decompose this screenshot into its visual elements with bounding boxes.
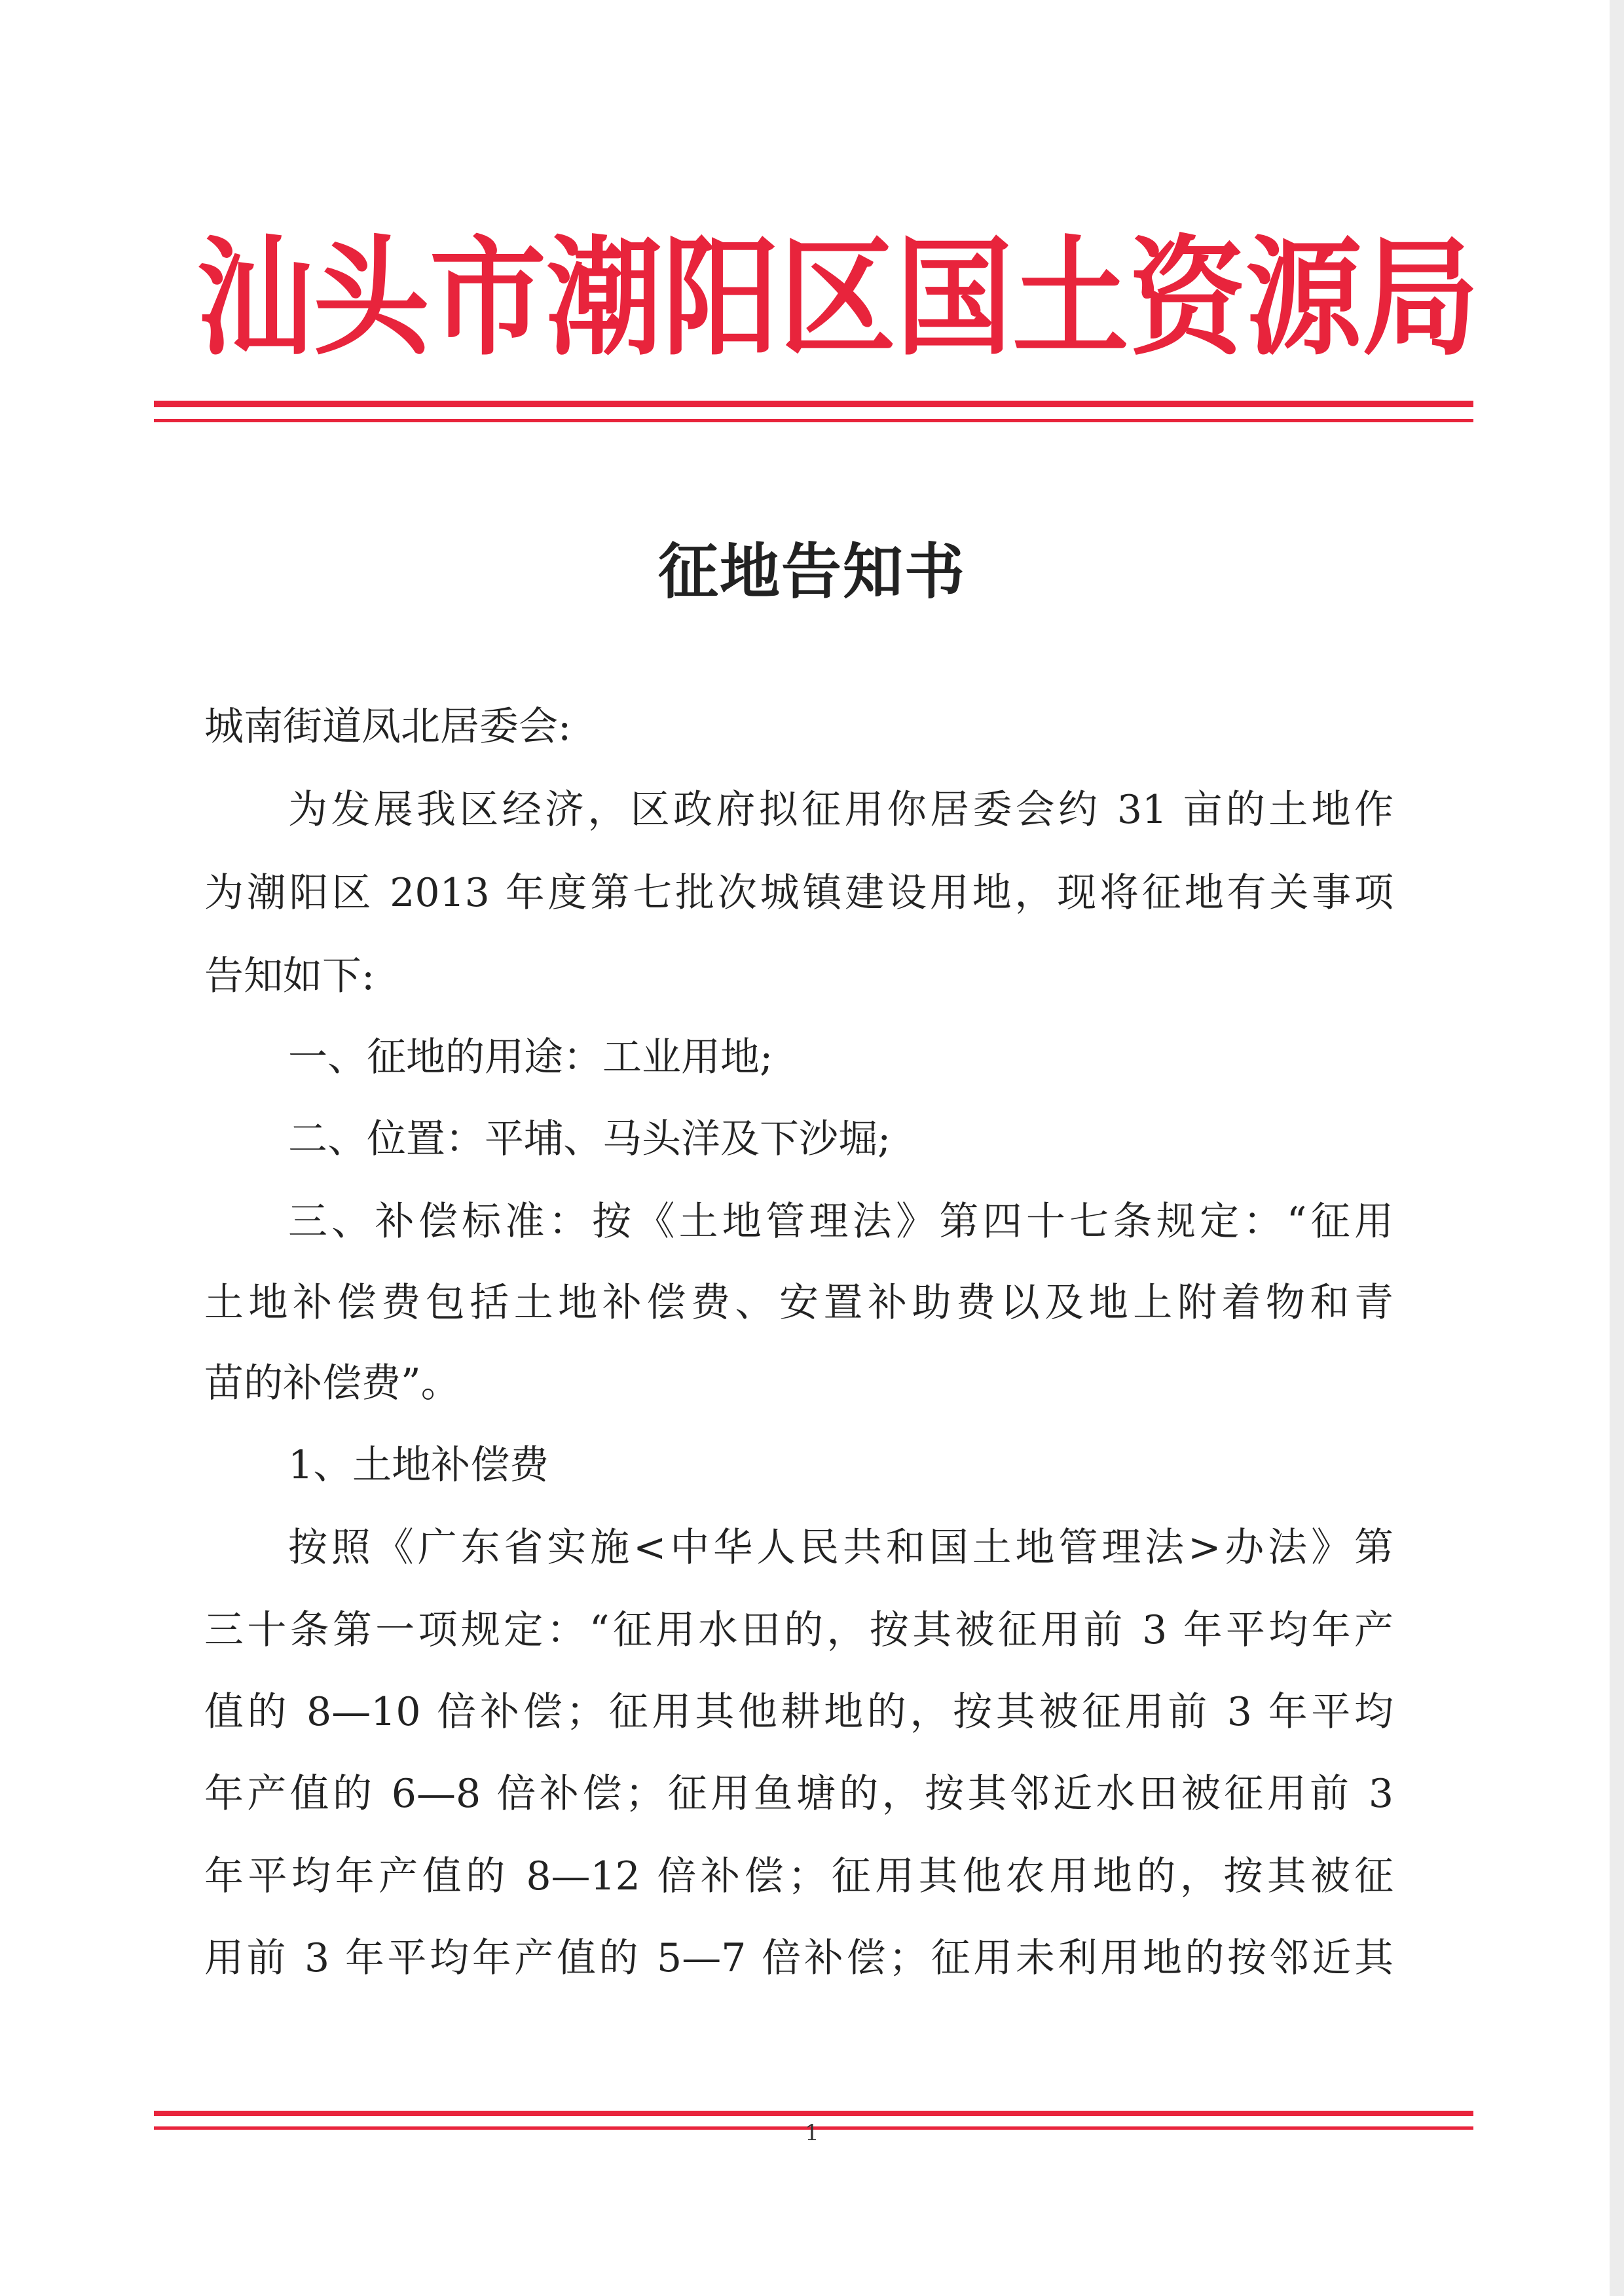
page-number: 1 [805,2120,819,2146]
paragraph-line: 苗的补偿费”。 [204,1360,460,1406]
paragraph-line: 按照《广东省实施<中华人民共和国土地管理法>办法》第 [288,1525,1393,1571]
letterhead-char: 头 [313,222,430,373]
salutation: 城南街道凤北居委会: [204,704,572,750]
paragraph-line: 土地补偿费包括土地补偿费、安置补助费以及地上附着物和青 [204,1280,1393,1326]
letterhead-char: 市 [430,222,546,373]
letterhead-char: 国 [896,222,1012,373]
paragraph-line: 告知如下: [204,953,375,999]
letterhead-char: 源 [1246,222,1362,373]
document-title: 征地告知书 [657,536,966,607]
paragraph-line: 三、补偿标准：按《土地管理法》第四十七条规定：“征用 [288,1199,1393,1245]
paragraph-line: 值的 8—10 倍补偿；征用其他耕地的，按其被征用前 3 年平均 [204,1689,1393,1735]
footer-rule-thick [154,2111,1473,2116]
paragraph-line: 三十条第一项规定：“征用水田的，按其被征用前 3 年平均年产 [204,1607,1393,1653]
letterhead-char: 区 [779,222,896,373]
header-rule-thin [154,419,1473,422]
paragraph-line: 一、征地的用途：工业用地; [288,1034,773,1080]
paragraph-line: 二、位置：平埔、马头洋及下沙堀; [288,1116,891,1162]
paragraph-line: 为发展我区经济，区政府拟征用你居委会约 31 亩的土地作 [288,787,1393,833]
letterhead-char: 资 [1129,222,1246,373]
letterhead-title [196,222,1479,374]
letterhead-char: 汕 [196,222,313,373]
header-rule-thick [154,401,1473,407]
paragraph-line: 年平均年产值的 8—12 倍补偿；征用其他农用地的，按其被征 [204,1853,1393,1899]
letterhead-char: 局 [1362,222,1479,373]
paragraph-line: 用前 3 年平均年产值的 5—7 倍补偿；征用未利用地的按邻近其 [204,1935,1393,1981]
scan-edge [1610,0,1624,2296]
letterhead-char: 土 [1012,222,1129,373]
letterhead-char: 阳 [663,222,779,373]
letterhead-char: 潮 [546,222,663,373]
paragraph-line: 为潮阳区 2013 年度第七批次城镇建设用地，现将征地有关事项 [204,870,1393,916]
section-heading: 1、土地补偿费 [288,1442,549,1488]
paragraph-line: 年产值的 6—8 倍补偿；征用鱼塘的，按其邻近水田被征用前 3 [204,1771,1393,1817]
